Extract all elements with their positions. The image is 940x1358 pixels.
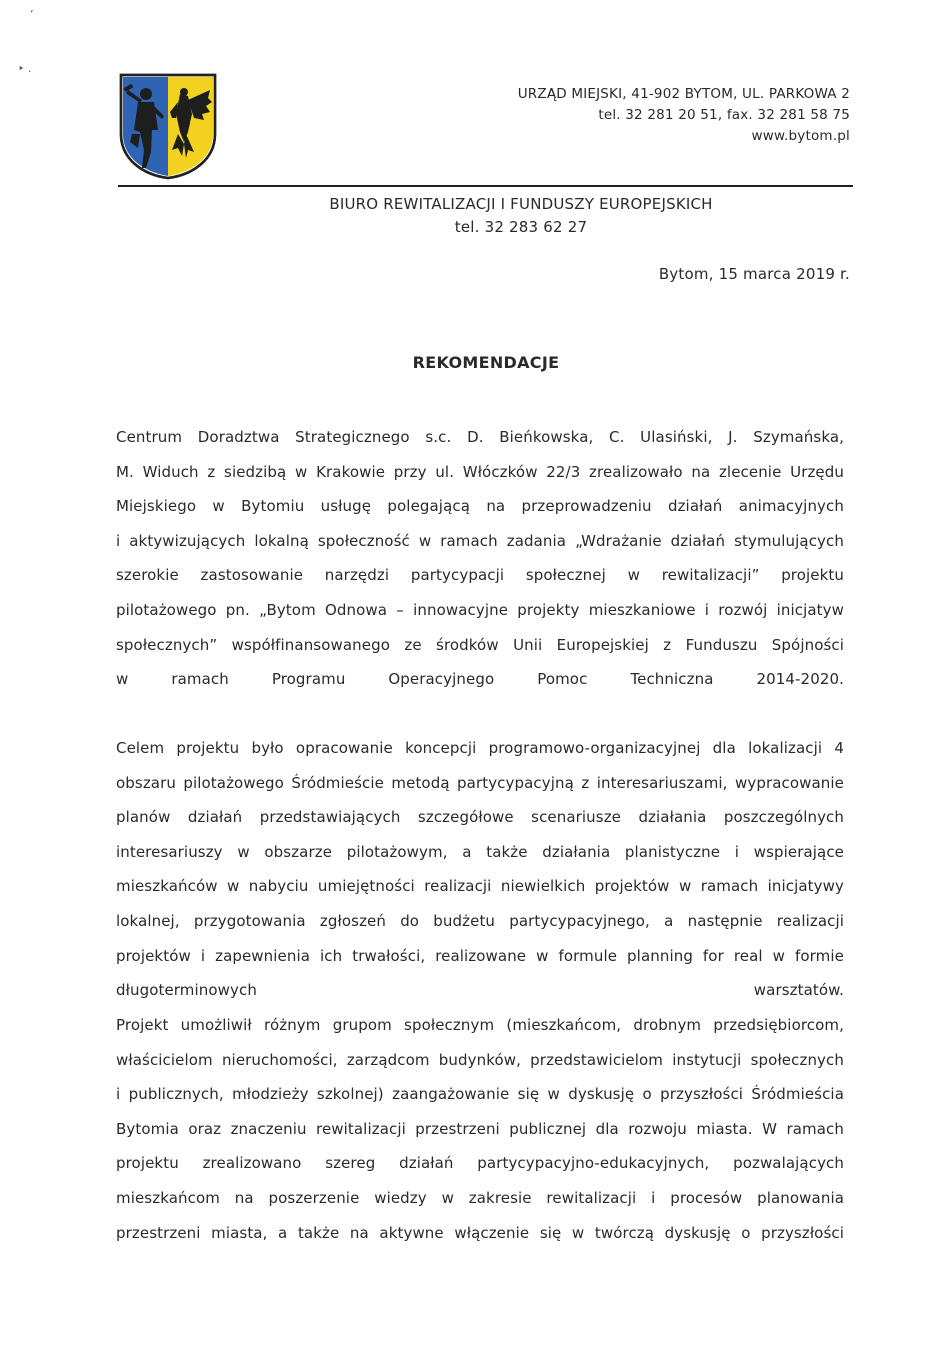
text-line: interesariuszy w obszarze pilotażowym, a także działania planistyczne i wspierające: [116, 842, 844, 861]
text-line: mieszkańców w nabyciu umiejętności realizacji niewielkich projektów w ramach inicjatywy: [116, 877, 844, 896]
text-line: społecznych” współfinansowanego ze środków Unii Europejskiej z Funduszu Spójności: [116, 635, 844, 654]
text-line: projektu zrealizowano szereg działań partycypacyjno-edukacyjnych, pozwalających: [116, 1154, 844, 1173]
scan-artifact: ‣ .: [18, 62, 32, 75]
text-line: projektów i zapewnienia ich trwałości, realizowane w formule planning for real w formie: [116, 946, 844, 965]
text-line: długoterminowych warsztatów.: [116, 981, 844, 1000]
office-website: www.bytom.pl: [751, 128, 850, 144]
text-line: szerokie zastosowanie narzędzi partycypacji społecznej w rewitalizacji” projektu: [116, 566, 844, 585]
text-line: przestrzeni miasta, a także na aktywne włączenie się w twórczą dyskusję o przyszłości: [116, 1223, 844, 1242]
text-line: Centrum Doradztwa Strategicznego s.c. D. Bieńkowska, C. Ulasiński, J. Szymańska,: [116, 428, 844, 446]
text-line: lokalnej, przygotowania zgłoszeń do budżetu partycypacyjnego, a następnie realizacji: [116, 911, 844, 930]
scan-artifact: ’: [30, 8, 34, 21]
office-phone-fax: tel. 32 281 20 51, fax. 32 281 58 75: [598, 107, 850, 123]
text-line: Miejskiego w Bytomiu usługę polegającą na przeprowadzeniu działań animacyjnych: [116, 497, 844, 516]
document-title: REKOMENDACJE: [412, 353, 560, 372]
office-address: URZĄD MIEJSKI, 41-902 BYTOM, UL. PARKOWA 2: [517, 86, 850, 102]
paragraph-1: [116, 420, 844, 697]
bytom-coat-of-arms-icon: [118, 72, 218, 180]
paragraph-2: [116, 731, 844, 1008]
text-line: właścicielom nieruchomości, zarządcom budynków, przedstawicielom instytucji społecznych: [116, 1050, 844, 1069]
paragraph-3: [116, 1008, 844, 1250]
header-divider: [118, 185, 853, 187]
document-date: Bytom, 15 marca 2019 r.: [658, 265, 850, 283]
department-phone: tel. 32 283 62 27: [454, 218, 588, 236]
text-line: M. Widuch z siedzibą w Krakowie przy ul. Włóczków 22/3 zrealizowało na zlecenie Urzędu: [116, 462, 844, 481]
text-line: w ramach Programu Operacyjnego Pomoc Techniczna 2014-2020.: [116, 670, 844, 689]
department-block: [0, 193, 940, 239]
text-line: planów działań przedstawiających szczegółowe scenariusze działania poszczególnych: [116, 808, 844, 827]
text-line: Projekt umożliwił różnym grupom społecznym (mieszkańcom, drobnym przedsiębiorcom,: [116, 1016, 844, 1034]
office-address-block: [518, 84, 850, 147]
text-line: i aktywizujących lokalną społeczność w ramach zadania „Wdrażanie działań stymulujących: [116, 531, 844, 550]
department-name: BIURO REWITALIZACJI I FUNDUSZY EUROPEJSKICH: [329, 195, 713, 213]
text-line: Bytomia oraz znaczeniu rewitalizacji przestrzeni publicznej dla rozwoju miasta. W ramach: [116, 1119, 844, 1138]
text-line: pilotażowego pn. „Bytom Odnowa – innowacyjne projekty mieszkaniowe i rozwój inicjatyw: [116, 600, 844, 619]
text-line: Celem projektu było opracowanie koncepcji programowo-organizacyjnej dla lokalizacji 4: [116, 739, 844, 757]
text-line: obszaru pilotażowego Śródmieście metodą partycypacyjną z interesariuszami, wypracowanie: [116, 773, 844, 792]
text-line: i publicznych, młodzieży szkolnej) zaangażowanie się w dyskusję o przyszłości Śródmieścia: [116, 1085, 844, 1104]
text-line: mieszkańcom na poszerzenie wiedzy w zakresie rewitalizacji i procesów planowania: [116, 1188, 844, 1207]
